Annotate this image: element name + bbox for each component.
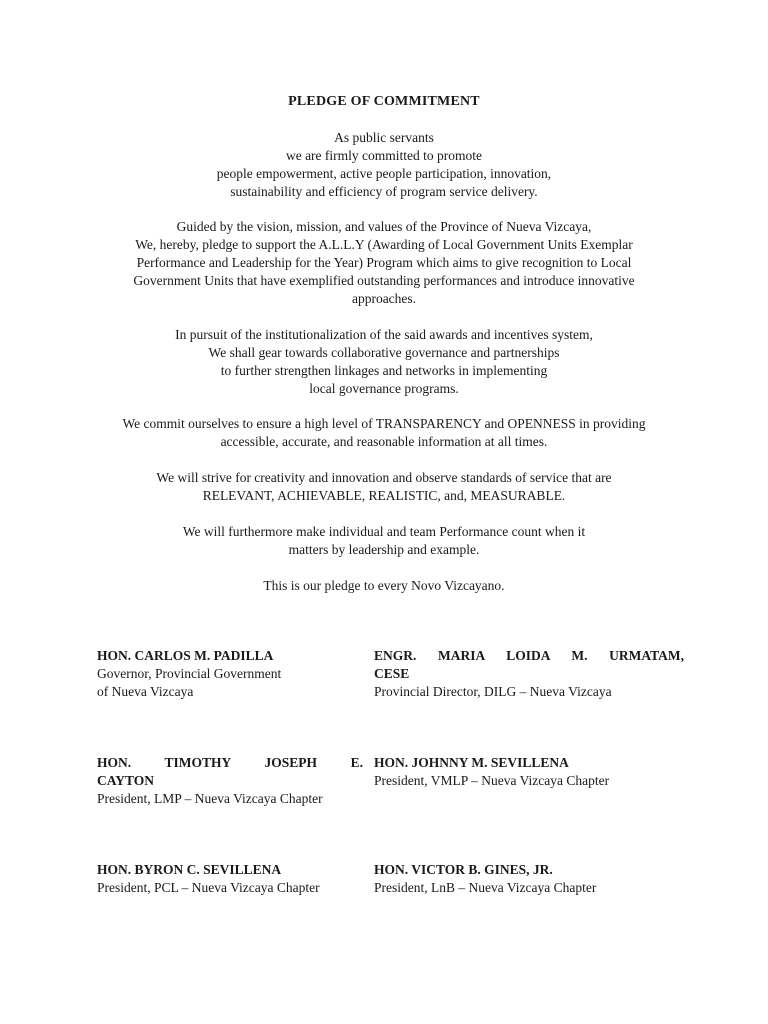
- signatory-pcl-president: [97, 861, 369, 897]
- signatory-role: Provincial Director, DILG – Nueva Vizcaya: [374, 684, 612, 699]
- signatory-dilg-director: [374, 647, 684, 701]
- signatory-vmlp-president: [374, 754, 684, 790]
- text-line: We, hereby, pledge to support the A.L.L.Y (Awarding of Local Government Units Exemplar: [135, 237, 633, 252]
- text-line: We will strive for creativity and innovation and observe standards of service that are: [156, 470, 612, 485]
- signatory-lmp-president: [97, 754, 363, 808]
- text-line: This is our pledge to every Novo Vizcayano.: [263, 578, 505, 593]
- signatory-role: of Nueva Vizcaya: [97, 684, 194, 699]
- paragraph-transparency: [80, 415, 688, 451]
- signatory-name: HON. BYRON C. SEVILLENA: [97, 862, 282, 877]
- text-line: In pursuit of the institutionalization of the said awards and incentives system,: [175, 327, 593, 342]
- text-line: As public servants: [334, 130, 434, 145]
- paragraph-pledge-ally: [80, 218, 688, 308]
- signatory-role: President, PCL – Nueva Vizcaya Chapter: [97, 880, 320, 895]
- text-line: Government Units that have exemplified outstanding performances and introduce innovative: [133, 273, 635, 288]
- signatory-role: Governor, Provincial Government: [97, 666, 282, 681]
- text-line: to further strengthen linkages and networks in implementing: [220, 363, 548, 378]
- signatory-role: President, VMLP – Nueva Vizcaya Chapter: [374, 773, 610, 788]
- text-line: We will furthermore make individual and team Performance count when it: [182, 524, 586, 539]
- paragraph-closing-pledge: [80, 577, 688, 595]
- text-line: matters by leadership and example.: [288, 542, 480, 557]
- signatory-name-continued: CESE: [374, 666, 410, 681]
- signatory-role: President, LMP – Nueva Vizcaya Chapter: [97, 791, 323, 806]
- text-line: accessible, accurate, and reasonable information at all times.: [220, 434, 548, 449]
- text-line: We shall gear towards collaborative governance and partnerships: [208, 345, 560, 360]
- signatory-name: HON. CARLOS M. PADILLA: [97, 648, 274, 663]
- paragraph-institutionalization: [80, 326, 688, 398]
- text-line: we are firmly committed to promote: [285, 148, 483, 163]
- text-line: local governance programs.: [309, 381, 459, 396]
- text-line: RELEVANT, ACHIEVABLE, REALISTIC, and, MEASURABLE.: [202, 488, 566, 503]
- signatory-name: HON. TIMOTHY JOSEPH E.: [97, 755, 363, 770]
- text-line: approaches.: [351, 291, 417, 306]
- text-line: people empowerment, active people participation, innovation,: [216, 166, 552, 181]
- text-line: Performance and Leadership for the Year) Program which aims to give recognition to Local: [136, 255, 632, 270]
- document-title: PLEDGE OF COMMITMENT: [288, 94, 480, 109]
- signatory-name: HON. VICTOR B. GINES, JR.: [374, 862, 553, 877]
- text-line: Guided by the vision, mission, and values of the Province of Nueva Vizcaya,: [176, 219, 592, 234]
- signatory-name-continued: CAYTON: [97, 773, 155, 788]
- signatory-name: ENGR. MARIA LOIDA M. URMATAM,: [374, 648, 684, 663]
- signatory-role: President, LnB – Nueva Vizcaya Chapter: [374, 880, 597, 895]
- text-line: sustainability and efficiency of program service delivery.: [230, 184, 538, 199]
- text-line: We commit ourselves to ensure a high level of TRANSPARENCY and OPENNESS in providing: [122, 416, 646, 431]
- signatory-governor: [97, 647, 369, 701]
- paragraph-public-servants: [80, 129, 688, 201]
- paragraph-creativity: [80, 469, 688, 505]
- signatory-lnb-president: [374, 861, 684, 897]
- paragraph-performance: [80, 523, 688, 559]
- signatory-name: HON. JOHNNY M. SEVILLENA: [374, 755, 569, 770]
